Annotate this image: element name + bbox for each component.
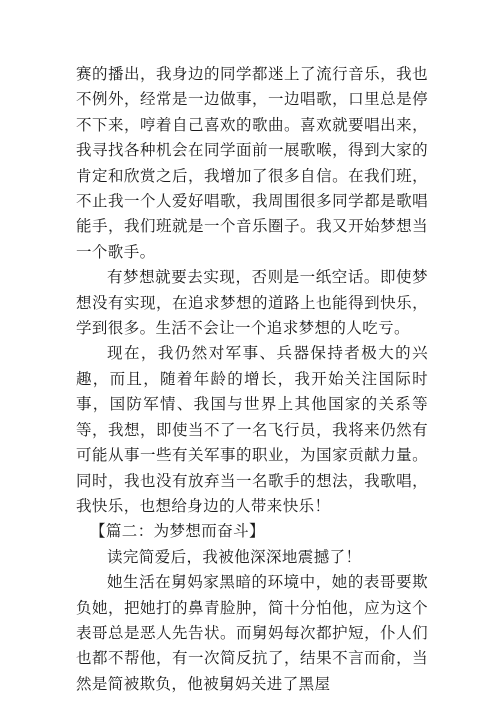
document-body <box>76 62 428 697</box>
section-heading: 【篇二：为梦想而奋斗】 <box>90 522 265 541</box>
paragraph-1: 赛的播出，我身边的同学都迷上了流行音乐，我也不例外，经常是一边做事，一边唱歌，口里总是停不下来，哼着自己喜欢的歌曲。喜欢就要唱出来，我寻找各种机会在同学面前一展歌喉，得到大家的肯定和欣赏之后，我增加了很多自信。在我们班，不止我一个人爱好唱歌，我周围很多同学都是歌唱能手，我们班就是一个音乐圈子。我又开始梦想当一个歌手。 <box>76 65 428 261</box>
paragraph-4: 读完简爱后，我被他深深地震撼了！ <box>107 547 362 566</box>
paragraph-5: 她生活在舅妈家黑暗的环境中，她的表哥要欺负她，把她打的鼻青脸肿，简十分怕他，应为这个表哥总是恶人先告状。而舅妈每次都护短，仆人们也都不帮他，有一次简反抗了，结果不言而俞，当然是简被欺负，他被舅妈关进了黑屋 <box>76 573 428 693</box>
paragraph-3: 现在，我仍然对军事、兵器保持者极大的兴趣，而且，随着年龄的增长，我开始关注国际时事，国防军情、我国与世界上其他国家的关系等等，我想，即使当不了一名飞行员，我将来仍然有可能从事一些有关军事的职业，为国家贡献力量。同时，我也没有放弃当一名歌手的想法，我歌唱，我快乐，也想给身边的人带来快乐！ <box>76 344 428 515</box>
paragraph-2: 有梦想就要去实现，否则是一纸空话。即使梦想没有实现，在追求梦想的道路上也能得到快乐，学到很多。生活不会让一个追求梦想的人吃亏。 <box>76 268 428 338</box>
